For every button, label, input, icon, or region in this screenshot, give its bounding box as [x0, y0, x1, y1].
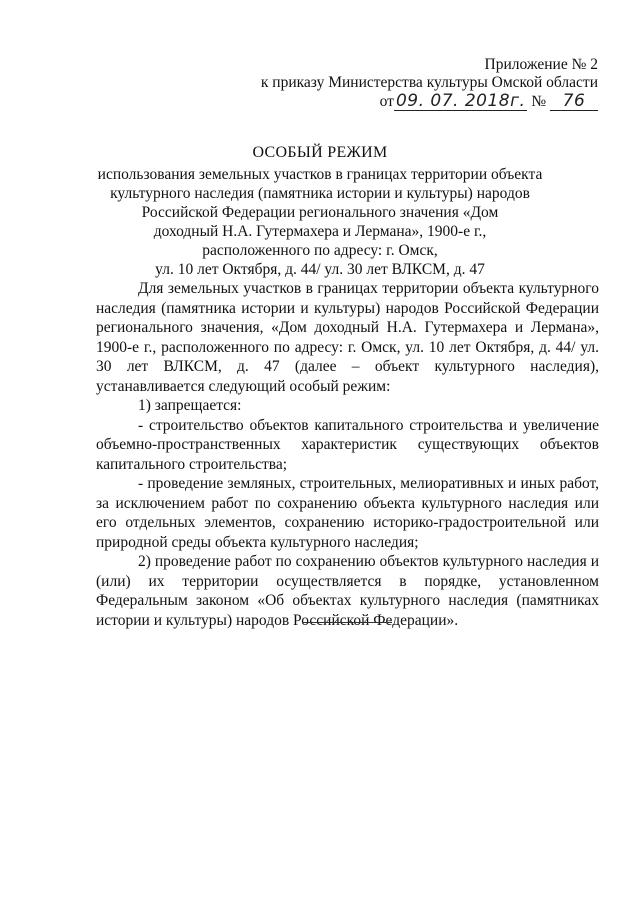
title-subline: расположенного по адресу: г. Омск,: [202, 242, 438, 259]
number-prefix: №: [531, 93, 547, 110]
title-subline: доходный Н.А. Гутермахера и Лермана», 1900-е г.,: [153, 223, 487, 240]
item-1-label: 1) запрещается:: [138, 397, 242, 414]
item-1-subitem-a: - строительство объектов капитального строительства и увеличение объемно-пространственных характеристик существующих объектов капитального строительства;: [96, 416, 599, 473]
title-subline: ул. 10 лет Октября, д. 44/ ул. 30 лет ВЛКСМ, д. 47: [155, 261, 485, 278]
appendix-order-reference: к приказу Министерства культуры Омской области: [260, 74, 598, 91]
title-subline: использования земельных участков в границах территории объекта: [97, 166, 543, 183]
date-prefix: от: [379, 93, 394, 110]
appendix-header: [261, 56, 598, 114]
item-2-paragraph: 2) проведение работ по сохранению объектов культурного наследия и (или) их территории осуществляется в порядке, установленном Федеральным законом «Об объектах культурного наследия (памятниках истории и культуры) народов Российской Федерации».: [96, 553, 599, 629]
title-subline: культурного наследия (памятника истории и культуры) народов: [110, 185, 530, 202]
title-subline: Российской Федерации регионального значения «Дом: [141, 204, 499, 221]
order-date-line: [261, 92, 598, 114]
closing-separator-line: [302, 622, 392, 623]
order-number-handwritten: 76: [550, 92, 598, 111]
item-1-subitem-b: - проведение земляных, строительных, мелиоративных и иных работ, за исключением работ по сохранению объекта культурного наследия или его отдельных элементов, сохранению историко-градостроительной или природной среды объекта культурного наследия;: [96, 475, 599, 551]
document-body: [96, 279, 599, 630]
order-date-handwritten: 09. 07. 2018г.: [395, 91, 526, 111]
intro-paragraph: Для земельных участков в границах территории объекта культурного наследия (памятника истории и культуры) народов Российской Федерации регионального значения, «Дом доходный Н.А. Гутермахера и Лермана», 1900-е г., расположенного по адресу: г. Омск, ул. 10 лет Октября, д. 44/ ул. 30 лет ВЛКСМ, д. 47 (далее – объект культурного наследия), устанавливается следующий особый режим:: [96, 280, 599, 395]
document-title: ОСОБЫЙ РЕЖИМ: [252, 144, 388, 161]
appendix-number: Приложение № 2: [484, 56, 598, 73]
document-title-block: [0, 143, 640, 279]
